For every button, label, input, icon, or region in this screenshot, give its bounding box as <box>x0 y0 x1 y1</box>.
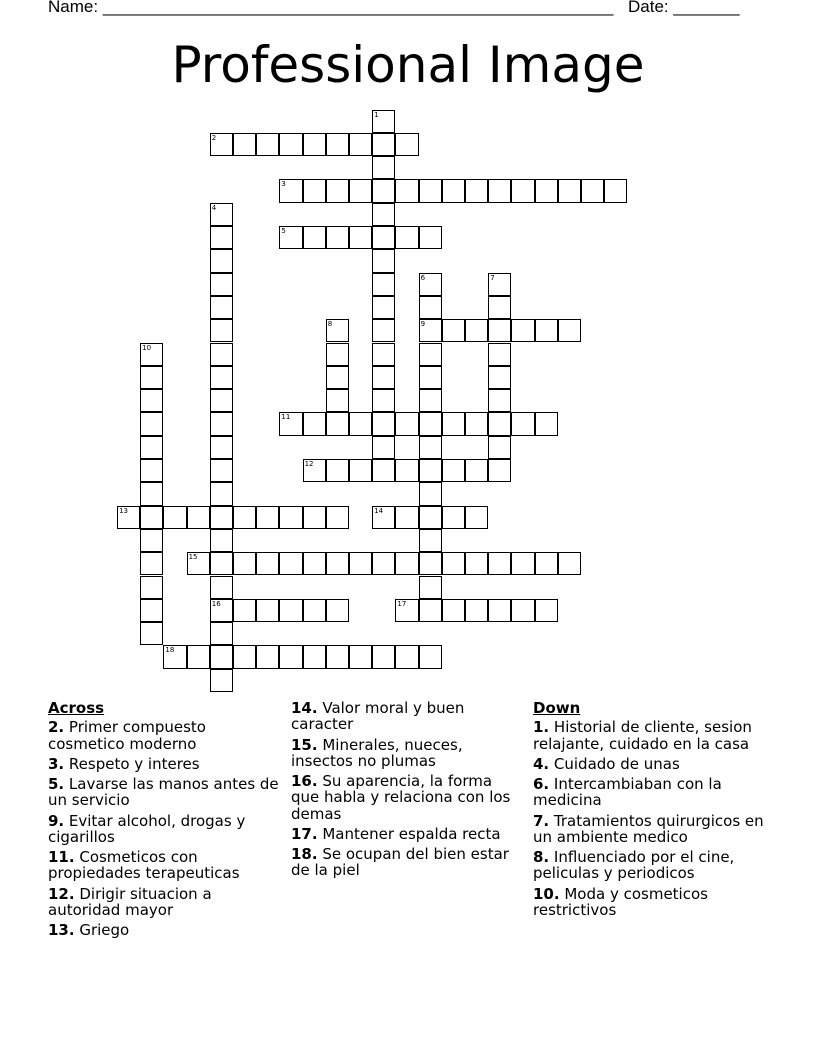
grid-cell[interactable] <box>372 273 395 296</box>
grid-cell[interactable] <box>419 552 442 575</box>
grid-cell[interactable] <box>279 179 302 202</box>
grid-cell[interactable] <box>465 179 488 202</box>
grid-cell[interactable] <box>210 389 233 412</box>
clue-text: Cuidado de unas <box>549 754 680 773</box>
clue-num: 13. <box>48 921 75 939</box>
grid-cell[interactable] <box>233 552 256 575</box>
across-clue <box>48 776 280 809</box>
clue-number: 10 <box>142 343 152 352</box>
grid-cell[interactable] <box>233 133 256 156</box>
grid-cell[interactable] <box>140 622 163 645</box>
clue-text: Moda y cosmeticos restrictivos <box>533 884 708 919</box>
clue-num: 2. <box>48 718 65 737</box>
clue-number: 5 <box>281 227 286 235</box>
grid-cell[interactable] <box>395 459 418 482</box>
clue-number: 1 <box>374 110 379 119</box>
grid-cell[interactable] <box>210 273 233 296</box>
clue-text: Tratamientos quirurgicos en un ambiente medico <box>533 811 764 846</box>
grid-cell[interactable] <box>140 389 163 412</box>
grid-cell[interactable] <box>372 436 395 459</box>
clue-number: 13 <box>119 506 128 515</box>
clue-num: 10. <box>533 884 560 903</box>
across-clue <box>48 813 280 846</box>
grid-cell[interactable] <box>395 599 418 622</box>
grid-cell[interactable] <box>419 366 442 389</box>
across-clue <box>48 756 280 772</box>
clue-num: 16. <box>291 772 318 790</box>
clue-num: 3. <box>48 754 65 773</box>
grid-cell[interactable] <box>465 459 488 482</box>
grid-cell[interactable] <box>488 296 511 319</box>
across-heading: Across <box>48 699 105 717</box>
grid-cell[interactable] <box>488 552 511 575</box>
name-blank: ______________________________________________________ <box>102 0 614 16</box>
grid-cell[interactable] <box>326 366 349 389</box>
clue-text: Mantener espalda recta <box>317 824 501 843</box>
grid-cell[interactable] <box>511 412 534 435</box>
grid-cell[interactable] <box>326 133 349 156</box>
grid-cell[interactable] <box>279 599 302 622</box>
clue-number: 15 <box>188 553 198 562</box>
grid-cell[interactable] <box>488 343 511 366</box>
grid-cell[interactable] <box>419 179 442 202</box>
down-clues-column <box>533 700 765 922</box>
across-clue <box>291 700 523 733</box>
grid-cell[interactable] <box>279 226 302 249</box>
grid-cell[interactable] <box>210 506 233 529</box>
across-clue <box>291 737 523 770</box>
down-heading: Down <box>533 699 581 717</box>
grid-cell[interactable] <box>535 179 558 202</box>
grid-cell[interactable] <box>558 552 581 575</box>
clue-text: Se ocupan del bien estar de la piel <box>291 845 509 880</box>
grid-cell[interactable] <box>140 366 163 389</box>
grid-cell[interactable] <box>419 506 442 529</box>
clue-num: 12. <box>48 884 75 903</box>
grid-cell[interactable] <box>465 319 488 342</box>
grid-cell[interactable] <box>256 599 279 622</box>
grid-cell[interactable] <box>395 226 418 249</box>
grid-cell[interactable] <box>372 506 395 529</box>
clue-number: 18 <box>165 646 175 655</box>
across-clue <box>48 719 280 752</box>
grid-cell[interactable] <box>256 506 279 529</box>
across-clue <box>48 886 280 919</box>
grid-cell[interactable] <box>140 529 163 552</box>
down-clue <box>533 719 765 752</box>
grid-cell[interactable] <box>419 412 442 435</box>
grid-cell[interactable] <box>488 412 511 435</box>
grid-cell[interactable] <box>419 529 442 552</box>
grid-cell[interactable] <box>488 459 511 482</box>
grid-cell[interactable] <box>210 249 233 272</box>
grid-cell[interactable] <box>326 389 349 412</box>
clue-num: 5. <box>48 775 65 793</box>
grid-cell[interactable] <box>442 412 465 435</box>
grid-cell[interactable] <box>372 366 395 389</box>
grid-cell[interactable] <box>279 552 302 575</box>
grid-cell[interactable] <box>465 412 488 435</box>
grid-cell[interactable] <box>303 179 326 202</box>
grid-cell[interactable] <box>372 249 395 272</box>
grid-cell[interactable] <box>187 506 210 529</box>
grid-cell[interactable] <box>419 389 442 412</box>
down-clue <box>533 776 765 809</box>
grid-cell[interactable] <box>419 576 442 599</box>
across-clue <box>291 846 523 879</box>
grid-cell[interactable] <box>326 552 349 575</box>
grid-cell[interactable] <box>210 319 233 342</box>
date-label: Date: <box>628 0 669 16</box>
grid-cell[interactable] <box>140 459 163 482</box>
grid-cell[interactable] <box>488 179 511 202</box>
grid-cell[interactable] <box>488 273 511 296</box>
page-title: Professional Image <box>171 36 645 94</box>
grid-cell[interactable] <box>210 599 233 622</box>
grid-cell[interactable] <box>233 506 256 529</box>
grid-cell[interactable] <box>326 319 349 342</box>
clue-num: 4. <box>533 754 550 773</box>
grid-cell[interactable] <box>419 319 442 342</box>
grid-cell[interactable] <box>372 156 395 179</box>
clue-text: Dirigir situacion a autoridad mayor <box>48 884 212 919</box>
grid-cell[interactable] <box>488 366 511 389</box>
grid-cell[interactable] <box>442 552 465 575</box>
grid-cell[interactable] <box>511 599 534 622</box>
grid-cell[interactable] <box>303 599 326 622</box>
grid-cell[interactable] <box>349 179 372 202</box>
grid-cell[interactable] <box>511 179 534 202</box>
clue-text: Influenciado por el cine, peliculas y periodicos <box>533 848 735 883</box>
grid-cell[interactable] <box>326 459 349 482</box>
grid-cell[interactable] <box>326 645 349 668</box>
down-clue <box>533 849 765 882</box>
clue-num: 9. <box>48 811 65 830</box>
clue-number: 4 <box>211 203 217 212</box>
grid-cell[interactable] <box>140 412 163 435</box>
grid-cell[interactable] <box>210 203 233 226</box>
grid-cell[interactable] <box>303 133 326 156</box>
grid-cell[interactable] <box>279 133 302 156</box>
grid-cell[interactable] <box>349 552 372 575</box>
clue-num: 6. <box>533 775 550 793</box>
grid-cell[interactable] <box>349 459 372 482</box>
grid-cell[interactable] <box>326 506 349 529</box>
down-clue <box>533 756 765 772</box>
grid-cell[interactable] <box>372 552 395 575</box>
grid-cell[interactable] <box>163 506 186 529</box>
clue-number: 8 <box>327 320 333 329</box>
down-clue <box>533 886 765 919</box>
clue-number: 6 <box>420 273 426 282</box>
grid-cell[interactable] <box>210 482 233 505</box>
grid-cell[interactable] <box>303 552 326 575</box>
grid-cell[interactable] <box>256 645 279 668</box>
down-clue <box>533 813 765 846</box>
grid-cell[interactable] <box>117 506 140 529</box>
grid-cell[interactable] <box>372 645 395 668</box>
clue-text: Evitar alcohol, drogas y cigarillos <box>48 811 246 846</box>
grid-cell[interactable] <box>210 622 233 645</box>
grid-cell[interactable] <box>210 645 233 668</box>
grid-cell[interactable] <box>419 459 442 482</box>
grid-cell[interactable] <box>372 296 395 319</box>
grid-cell[interactable] <box>395 506 418 529</box>
name-label: Name: <box>48 0 99 16</box>
grid-cell[interactable] <box>419 482 442 505</box>
grid-cell[interactable] <box>372 133 395 156</box>
grid-cell[interactable] <box>419 343 442 366</box>
grid-cell[interactable] <box>395 412 418 435</box>
grid-cell[interactable] <box>140 599 163 622</box>
grid-cell[interactable] <box>535 412 558 435</box>
across-clue <box>48 922 280 938</box>
grid-cell[interactable] <box>372 389 395 412</box>
grid-cell[interactable] <box>349 412 372 435</box>
grid-cell[interactable] <box>210 366 233 389</box>
grid-cell[interactable] <box>256 133 279 156</box>
grid-cell[interactable] <box>558 319 581 342</box>
clue-number: 7 <box>490 273 495 282</box>
grid-cell[interactable] <box>210 412 233 435</box>
grid-cell[interactable] <box>233 599 256 622</box>
across-clue <box>291 773 523 822</box>
grid-cell[interactable] <box>326 179 349 202</box>
grid-cell[interactable] <box>210 552 233 575</box>
grid-cell[interactable] <box>349 645 372 668</box>
grid-cell[interactable] <box>210 436 233 459</box>
clue-text: Lavarse las manos antes de un servicio <box>48 775 279 810</box>
grid-cell[interactable] <box>395 179 418 202</box>
grid-cell[interactable] <box>372 179 395 202</box>
grid-cell[interactable] <box>465 599 488 622</box>
grid-cell[interactable] <box>511 319 534 342</box>
grid-cell[interactable] <box>372 343 395 366</box>
grid-cell[interactable] <box>488 389 511 412</box>
grid-cell[interactable] <box>187 552 210 575</box>
grid-cell[interactable] <box>210 459 233 482</box>
clue-number: 12 <box>304 460 314 468</box>
grid-cell[interactable] <box>511 552 534 575</box>
clue-number: 16 <box>211 599 221 608</box>
grid-cell[interactable] <box>210 226 233 249</box>
grid-cell[interactable] <box>372 319 395 342</box>
clue-number: 14 <box>374 506 384 515</box>
grid-cell[interactable] <box>419 599 442 622</box>
grid-cell[interactable] <box>140 506 163 529</box>
grid-cell[interactable] <box>140 436 163 459</box>
grid-cell[interactable] <box>488 599 511 622</box>
grid-cell[interactable] <box>372 110 395 133</box>
grid-cell[interactable] <box>465 552 488 575</box>
grid-cell[interactable] <box>303 459 326 482</box>
grid-cell[interactable] <box>488 436 511 459</box>
grid-cell[interactable] <box>279 412 302 435</box>
grid-cell[interactable] <box>210 133 233 156</box>
grid-cell[interactable] <box>419 226 442 249</box>
grid-cell[interactable] <box>372 226 395 249</box>
clue-number: 17 <box>397 599 407 608</box>
clue-number: 3 <box>281 180 286 189</box>
grid-cell[interactable] <box>279 506 302 529</box>
clue-text: Cosmeticos con propiedades terapeuticas <box>48 848 240 883</box>
clue-num: 8. <box>533 848 550 866</box>
clue-text: Griego <box>74 921 130 939</box>
clue-number: 9 <box>420 320 426 329</box>
grid-cell[interactable] <box>140 552 163 575</box>
grid-cell[interactable] <box>210 529 233 552</box>
grid-cell[interactable] <box>303 506 326 529</box>
clue-text: Respeto y interes <box>64 754 200 773</box>
grid-cell[interactable] <box>395 552 418 575</box>
grid-cell[interactable] <box>140 482 163 505</box>
grid-cell[interactable] <box>442 599 465 622</box>
grid-cell[interactable] <box>210 576 233 599</box>
grid-cell[interactable] <box>210 669 233 692</box>
grid-cell[interactable] <box>279 645 302 668</box>
grid-cell[interactable] <box>303 412 326 435</box>
grid-cell[interactable] <box>465 506 488 529</box>
grid-cell[interactable] <box>349 226 372 249</box>
grid-cell[interactable] <box>558 179 581 202</box>
grid-cell[interactable] <box>303 226 326 249</box>
grid-cell[interactable] <box>210 343 233 366</box>
across-clue <box>48 849 280 882</box>
grid-cell[interactable] <box>395 133 418 156</box>
grid-cell[interactable] <box>372 459 395 482</box>
clue-number: 11 <box>281 413 291 422</box>
grid-cell[interactable] <box>535 599 558 622</box>
grid-cell[interactable] <box>442 459 465 482</box>
grid-cell[interactable] <box>326 343 349 366</box>
across-clues-column-1 <box>48 700 280 942</box>
grid-cell[interactable] <box>581 179 604 202</box>
clue-num: 1. <box>533 718 550 737</box>
grid-cell[interactable] <box>442 319 465 342</box>
clue-text: Valor moral y buen caracter <box>291 699 465 734</box>
grid-cell[interactable] <box>163 645 186 668</box>
grid-cell[interactable] <box>372 203 395 226</box>
grid-cell[interactable] <box>140 576 163 599</box>
grid-cell[interactable] <box>419 296 442 319</box>
grid-cell[interactable] <box>349 133 372 156</box>
clue-num: 7. <box>533 811 550 830</box>
grid-cell[interactable] <box>187 645 210 668</box>
clue-num: 17. <box>291 824 318 843</box>
clue-num: 18. <box>291 845 318 863</box>
grid-cell[interactable] <box>535 319 558 342</box>
clue-num: 14. <box>291 699 318 717</box>
grid-cell[interactable] <box>419 273 442 296</box>
grid-cell[interactable] <box>326 599 349 622</box>
clue-num: 11. <box>48 848 75 866</box>
grid-cell[interactable] <box>233 645 256 668</box>
clue-text: Minerales, nueces, insectos no plumas <box>291 735 463 770</box>
grid-cell[interactable] <box>442 179 465 202</box>
grid-cell[interactable] <box>419 645 442 668</box>
clue-text: Historial de cliente, sesion relajante, cuidado en la casa <box>533 718 752 753</box>
grid-cell[interactable] <box>140 343 163 366</box>
grid-cell[interactable] <box>303 645 326 668</box>
clue-text: Primer compuesto cosmetico moderno <box>48 718 206 753</box>
grid-cell[interactable] <box>256 552 279 575</box>
grid-cell[interactable] <box>604 179 627 202</box>
grid-cell[interactable] <box>395 645 418 668</box>
across-clues-column-2 <box>291 700 523 883</box>
grid-cell[interactable] <box>442 506 465 529</box>
across-clue <box>291 826 523 842</box>
clue-text: Su aparencia, la forma que habla y relaciona con los demas <box>291 772 511 823</box>
date-blank: _______ <box>673 0 740 16</box>
grid-cell[interactable] <box>372 412 395 435</box>
clue-number: 2 <box>211 133 217 142</box>
grid-cell[interactable] <box>535 552 558 575</box>
clue-text: Intercambiaban con la medicina <box>533 775 722 810</box>
grid-cell[interactable] <box>326 226 349 249</box>
clue-num: 15. <box>291 735 318 754</box>
grid-cell[interactable] <box>488 319 511 342</box>
grid-cell[interactable] <box>419 436 442 459</box>
grid-cell[interactable] <box>326 412 349 435</box>
grid-cell[interactable] <box>210 296 233 319</box>
